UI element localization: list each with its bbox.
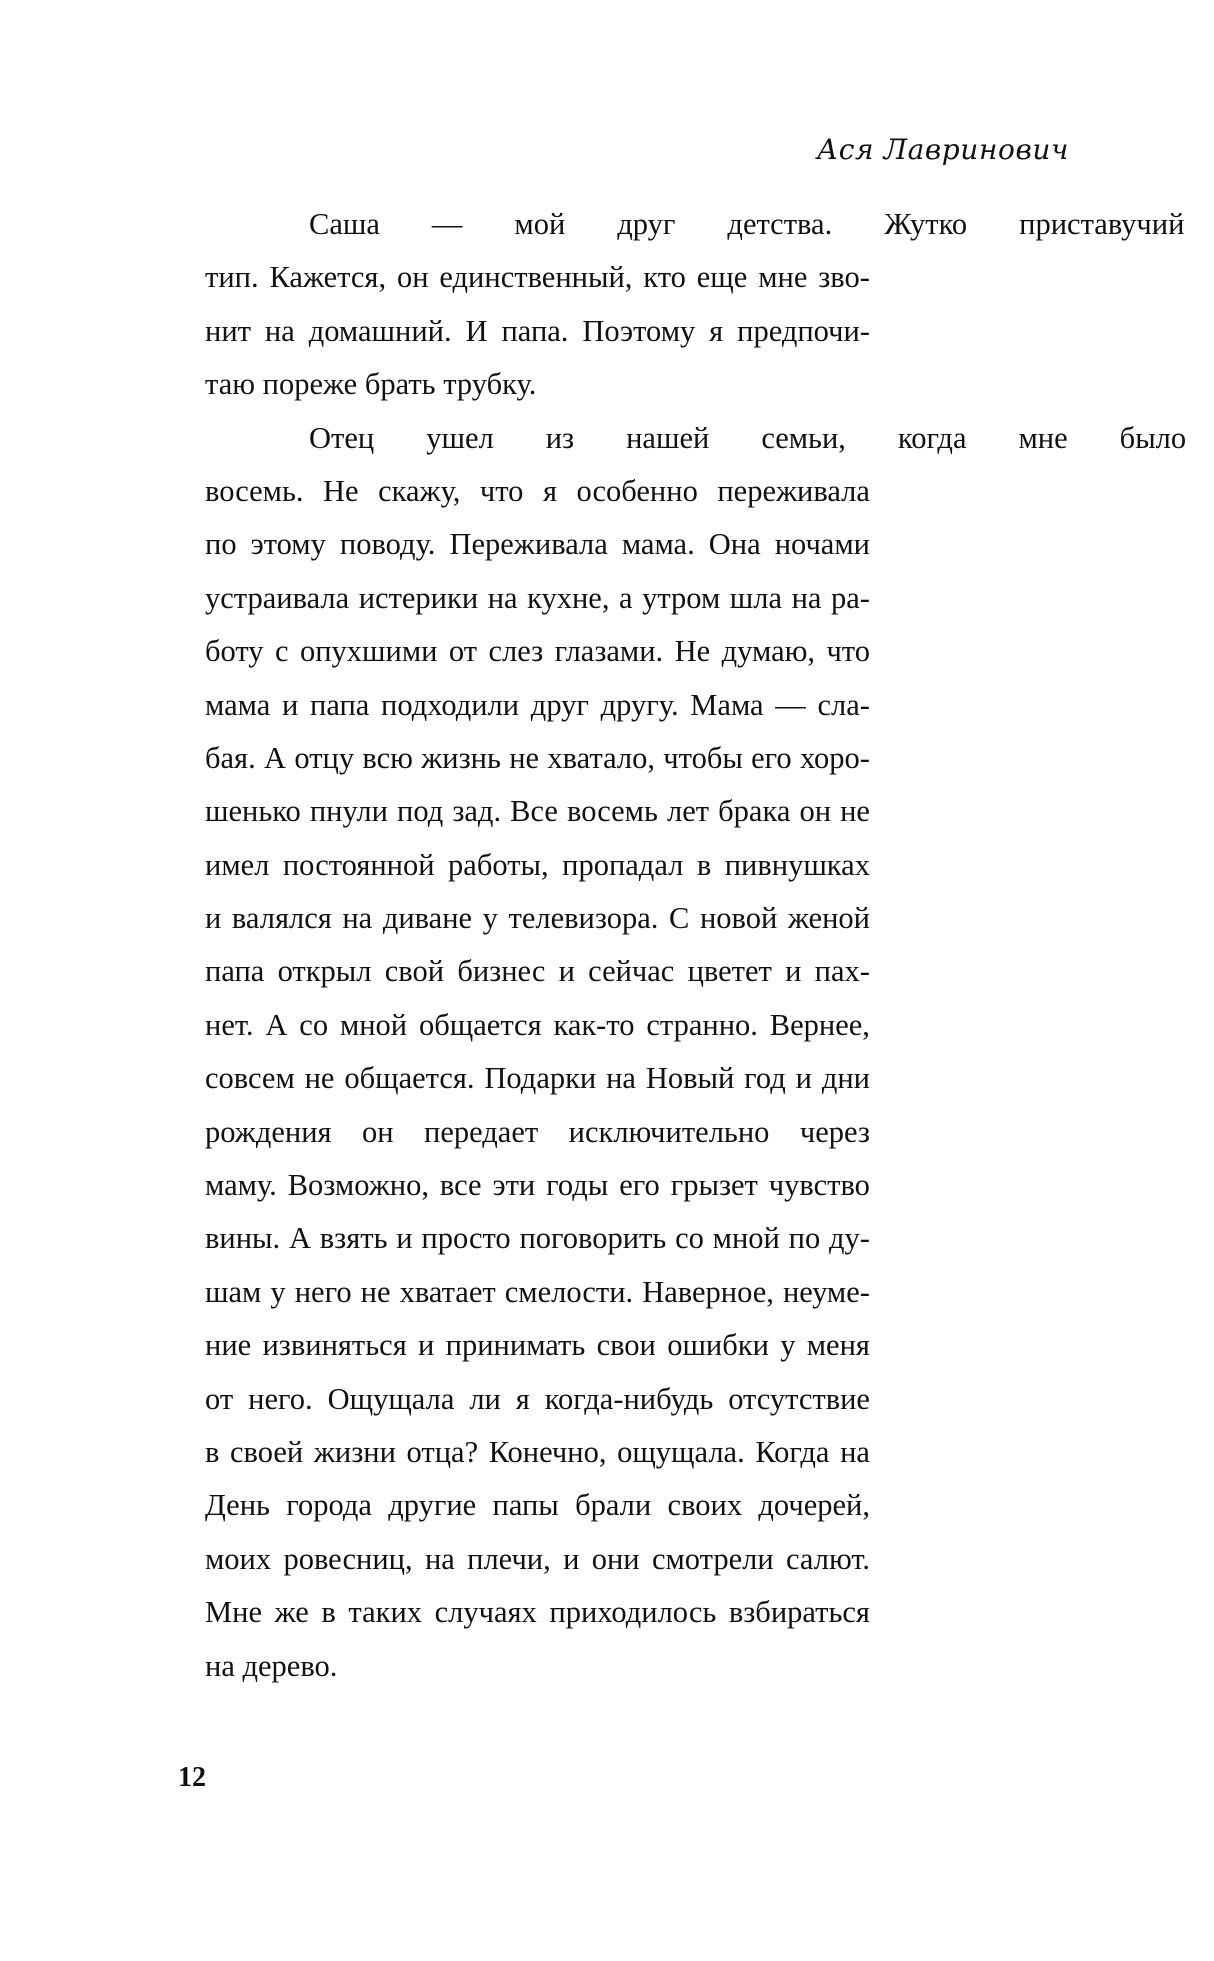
text-line: [205, 1533, 870, 1586]
word: приставучий: [1019, 207, 1185, 241]
word: мной: [712, 1221, 780, 1256]
word: устраивала: [205, 580, 350, 615]
word: —: [431, 207, 463, 241]
word: подходили: [381, 687, 520, 722]
word: Вернее,: [769, 1007, 870, 1042]
text-line-inner: [205, 1533, 870, 1586]
text-line: [205, 839, 870, 892]
word: предпочи-: [737, 313, 870, 348]
word: шам: [205, 1274, 262, 1309]
word: было: [1119, 420, 1187, 455]
word: Когда: [755, 1434, 830, 1469]
text-line: [205, 572, 870, 625]
word: все: [439, 1168, 482, 1203]
word: этому: [250, 527, 326, 562]
word: под: [397, 794, 444, 829]
word: Она: [708, 527, 761, 562]
word: ние: [205, 1328, 252, 1363]
text-line: [205, 465, 870, 518]
word: Все: [510, 794, 558, 829]
word: мама.: [621, 527, 695, 562]
word: Мне: [205, 1595, 262, 1630]
word: не: [360, 1274, 391, 1309]
word: Конечно,: [488, 1434, 607, 1469]
text-line: [205, 892, 870, 945]
text-line-inner: [205, 1640, 870, 1693]
text-line: [205, 1159, 870, 1212]
word: восемь: [567, 794, 658, 829]
word: извиняться: [262, 1328, 407, 1363]
word: дочерей,: [758, 1488, 870, 1523]
word: я: [515, 1381, 530, 1416]
word: хватало,: [547, 740, 655, 775]
word: и: [418, 1328, 435, 1363]
text-line: [205, 412, 1187, 465]
word: глазами.: [554, 634, 664, 669]
word: не: [840, 794, 870, 829]
word: свой: [384, 954, 445, 989]
word: ра-: [830, 580, 870, 615]
word: а: [619, 580, 633, 615]
word: отцу: [294, 740, 355, 775]
word: у: [780, 1328, 796, 1363]
text-line: [205, 679, 870, 732]
word: смелости.: [504, 1274, 634, 1309]
word: свои: [596, 1328, 656, 1363]
word: Новый: [645, 1061, 735, 1096]
word: боту: [205, 634, 264, 669]
text-line-inner: [205, 1319, 870, 1372]
text-line-inner: [205, 465, 870, 518]
text-line-inner: [205, 572, 870, 625]
text-line: [205, 945, 870, 998]
word: взбираться: [728, 1595, 870, 1630]
word: на: [264, 313, 295, 348]
word: шенько: [205, 794, 301, 829]
word: маму.: [205, 1168, 277, 1203]
word: слез: [488, 634, 544, 669]
word: неуме-: [782, 1274, 870, 1309]
text-line-inner: [205, 1159, 870, 1212]
word: Саша: [309, 207, 380, 241]
word: Отец: [309, 420, 375, 455]
word: он: [362, 1114, 394, 1149]
text-line-inner: [205, 1479, 870, 1532]
text-line: [205, 1479, 870, 1532]
text-line: [205, 999, 870, 1052]
word: лет: [666, 794, 710, 829]
text-line: [205, 785, 870, 838]
word: и: [281, 687, 299, 722]
word: зво-: [818, 260, 870, 295]
word: просто: [421, 1221, 511, 1256]
word: исключительно: [568, 1114, 770, 1149]
word: друг: [530, 687, 589, 722]
text-line: [205, 1640, 870, 1693]
word: ду-: [828, 1221, 870, 1256]
word: брали: [575, 1488, 652, 1523]
word: у: [270, 1274, 286, 1309]
word: А: [288, 1221, 311, 1256]
text-line-inner: [205, 198, 1185, 251]
paragraph: [205, 198, 1185, 412]
word: по: [205, 527, 237, 562]
word: что: [826, 634, 870, 669]
word: на: [342, 901, 373, 936]
word: с: [274, 634, 289, 669]
text-line-inner: [205, 1106, 870, 1159]
word: друг: [617, 207, 676, 241]
word: поводу.: [339, 527, 436, 562]
word: и: [785, 954, 802, 989]
word: детства.: [727, 207, 833, 241]
text-line-inner: [205, 1373, 870, 1426]
word: диване: [382, 901, 473, 936]
text-line-inner: [205, 732, 870, 785]
text-line-inner: [205, 305, 870, 358]
word: странно.: [646, 1007, 758, 1042]
word: через: [799, 1114, 870, 1149]
text-line: [205, 358, 870, 411]
word: нет.: [205, 1007, 254, 1042]
word: постоянной: [282, 847, 435, 882]
word: общается.: [344, 1061, 475, 1096]
word: А: [265, 1007, 288, 1042]
word: на дерево.: [205, 1648, 338, 1683]
word: С: [669, 901, 690, 936]
word: телевизора.: [508, 901, 659, 936]
paragraph: [205, 412, 1187, 1693]
word: и: [563, 1541, 580, 1576]
word: пивнушках: [724, 847, 870, 882]
word: открыл: [277, 954, 372, 989]
word: хватает: [399, 1274, 496, 1309]
word: отца?: [406, 1434, 479, 1469]
word: своих: [667, 1488, 743, 1523]
text-line-inner: [205, 1426, 870, 1479]
word: и: [396, 1221, 413, 1256]
word: на: [840, 1434, 870, 1469]
text-line-inner: [205, 625, 870, 678]
word: ли: [469, 1381, 501, 1416]
word: его: [751, 740, 792, 775]
word: от: [205, 1381, 234, 1416]
word: него.: [248, 1381, 313, 1416]
word: ощущала.: [617, 1434, 745, 1469]
page-number: 12: [178, 1762, 206, 1793]
word: когда: [897, 420, 967, 455]
word: ночами: [774, 527, 870, 562]
word: и: [795, 1061, 812, 1096]
word: взять: [319, 1221, 388, 1256]
text-line-inner: [205, 679, 870, 732]
text-line: [205, 1106, 870, 1159]
word: ровесниц,: [283, 1541, 413, 1576]
word: принимать: [445, 1328, 586, 1363]
word: рождения: [205, 1114, 332, 1149]
word: папа: [310, 687, 370, 722]
word: истерики: [358, 580, 479, 615]
word: таю пореже брать трубку.: [205, 367, 537, 402]
word: новой: [699, 901, 778, 936]
word: Подарки: [484, 1061, 597, 1096]
word: на: [791, 580, 822, 615]
word: отсутствие: [728, 1381, 870, 1416]
word: кухне,: [527, 580, 610, 615]
word: год: [744, 1061, 786, 1096]
word: из: [545, 420, 575, 455]
word: восемь.: [205, 473, 304, 508]
text-line: [205, 732, 870, 785]
text-line: [205, 1586, 870, 1639]
word: Не: [323, 473, 359, 508]
word: общается: [419, 1007, 542, 1042]
word: Ощущала: [327, 1381, 455, 1416]
word: хоро-: [799, 740, 870, 775]
word: со: [675, 1221, 704, 1256]
word: когда-нибудь: [544, 1381, 714, 1416]
text-line: [205, 1052, 870, 1105]
word: семьи,: [761, 420, 846, 455]
text-line: [205, 1212, 870, 1265]
word: Возможно,: [287, 1168, 429, 1203]
word: —: [775, 687, 806, 722]
word: Жутко: [884, 207, 968, 241]
word: брака: [718, 794, 791, 829]
word: меня: [806, 1328, 870, 1363]
word: День: [205, 1488, 270, 1523]
word: совсем: [205, 1061, 295, 1096]
word: единственный,: [439, 260, 633, 295]
text-line-inner: [205, 1052, 870, 1105]
text-line: [205, 1319, 870, 1372]
word: тип.: [205, 260, 259, 295]
text-line-inner: [205, 251, 870, 304]
word: переживала: [717, 473, 870, 508]
word: случаях: [434, 1595, 537, 1630]
word: и: [558, 954, 575, 989]
word: плечи,: [467, 1541, 551, 1576]
word: нит: [205, 313, 251, 348]
running-header-author: Ася Лавринович: [816, 133, 1069, 166]
word: папа: [205, 954, 265, 989]
word: всю: [362, 740, 413, 775]
word: мама: [205, 687, 271, 722]
word: они: [591, 1541, 640, 1576]
word: не: [304, 1061, 335, 1096]
word: чувство: [768, 1168, 870, 1203]
word: Поэтому: [582, 313, 696, 348]
text-line: [205, 1266, 870, 1319]
word: пах-: [814, 954, 870, 989]
word: и: [205, 901, 222, 936]
word: чтобы: [663, 740, 743, 775]
word: бая.: [205, 740, 256, 775]
word: приходилось: [549, 1595, 717, 1630]
word: салют.: [786, 1541, 870, 1576]
word: утром: [642, 580, 721, 615]
word: по: [788, 1221, 821, 1256]
word: в: [205, 1434, 220, 1469]
word: в: [696, 847, 712, 882]
word: таких: [348, 1595, 423, 1630]
word: смотрели: [651, 1541, 774, 1576]
word: работы,: [448, 847, 549, 882]
word: него: [294, 1274, 352, 1309]
word: у: [482, 901, 498, 936]
word: Кажется,: [269, 260, 387, 295]
text-line-inner: [205, 1266, 870, 1319]
word: эти: [492, 1168, 536, 1203]
word: особенно: [576, 473, 698, 508]
word: Наверное,: [642, 1274, 774, 1309]
text-line-inner: [205, 518, 870, 571]
word: другие: [388, 1488, 477, 1523]
text-line-inner: [205, 839, 870, 892]
word: своей: [230, 1434, 304, 1469]
text-line-inner: [205, 999, 870, 1052]
word: валялся: [231, 901, 332, 936]
text-line-inner: [205, 785, 870, 838]
text-line-inner: [205, 1212, 870, 1265]
word: женой: [787, 901, 870, 936]
word: на: [606, 1061, 636, 1096]
word: ошибки: [667, 1328, 769, 1363]
word: Переживала: [449, 527, 608, 562]
word: он: [799, 794, 832, 829]
word: же: [274, 1595, 309, 1630]
word: домашний.: [308, 313, 452, 348]
word: годы: [546, 1168, 609, 1203]
word: от: [448, 634, 478, 669]
word: как-то: [553, 1007, 635, 1042]
text-line: [205, 1373, 870, 1426]
word: мне: [758, 260, 808, 295]
word: папы: [492, 1488, 559, 1523]
text-line-inner: [205, 892, 870, 945]
word: вины.: [205, 1221, 281, 1256]
word: в: [321, 1595, 336, 1630]
word: А: [264, 740, 287, 775]
text-line: [205, 198, 1185, 251]
word: шла: [729, 580, 783, 615]
word: на: [487, 580, 518, 615]
word: я: [542, 473, 557, 508]
text-line-inner: [205, 412, 1187, 465]
word: думаю,: [721, 634, 816, 669]
word: со: [299, 1007, 329, 1042]
word: мне: [1018, 420, 1068, 455]
word: И: [465, 313, 488, 348]
word: сейчас: [588, 954, 675, 989]
word: мой: [514, 207, 566, 241]
word: другу.: [600, 687, 679, 722]
text-line-inner: [205, 945, 870, 998]
text-line: [205, 305, 870, 358]
word: кто: [643, 260, 686, 295]
word: скажу,: [378, 473, 461, 508]
paragraph-list: [205, 198, 1187, 1693]
word: не: [509, 740, 540, 775]
word: цветет: [687, 954, 772, 989]
word: он: [396, 260, 429, 295]
word: опухшими: [299, 634, 438, 669]
word: моих: [205, 1541, 272, 1576]
word: пнули: [309, 794, 388, 829]
text-line: [205, 518, 870, 571]
word: ушел: [426, 420, 494, 455]
word: пропадал: [562, 847, 684, 882]
word: передает: [424, 1114, 539, 1149]
word: сла-: [817, 687, 870, 722]
word: его: [619, 1168, 660, 1203]
word: на: [424, 1541, 455, 1576]
word: мной: [339, 1007, 408, 1042]
word: жизнь: [421, 740, 501, 775]
word: Мама: [690, 687, 764, 722]
word: Не: [674, 634, 711, 669]
word: имел: [205, 847, 270, 882]
word: жизни: [313, 1434, 396, 1469]
body-text-block: [205, 198, 1187, 1693]
word: еще: [696, 260, 748, 295]
word: я: [709, 313, 724, 348]
word: дни: [821, 1061, 870, 1096]
text-line: [205, 625, 870, 678]
word: грызет: [670, 1168, 758, 1203]
word: бизнес: [457, 954, 546, 989]
word: папа.: [501, 313, 569, 348]
text-line-inner: [205, 1586, 870, 1639]
word: что: [479, 473, 524, 508]
text-line-inner: [205, 358, 870, 411]
word: города: [286, 1488, 372, 1523]
text-line: [205, 251, 870, 304]
text-line: [205, 1426, 870, 1479]
word: зад.: [452, 794, 502, 829]
word: поговорить: [519, 1221, 667, 1256]
word: нашей: [626, 420, 710, 455]
